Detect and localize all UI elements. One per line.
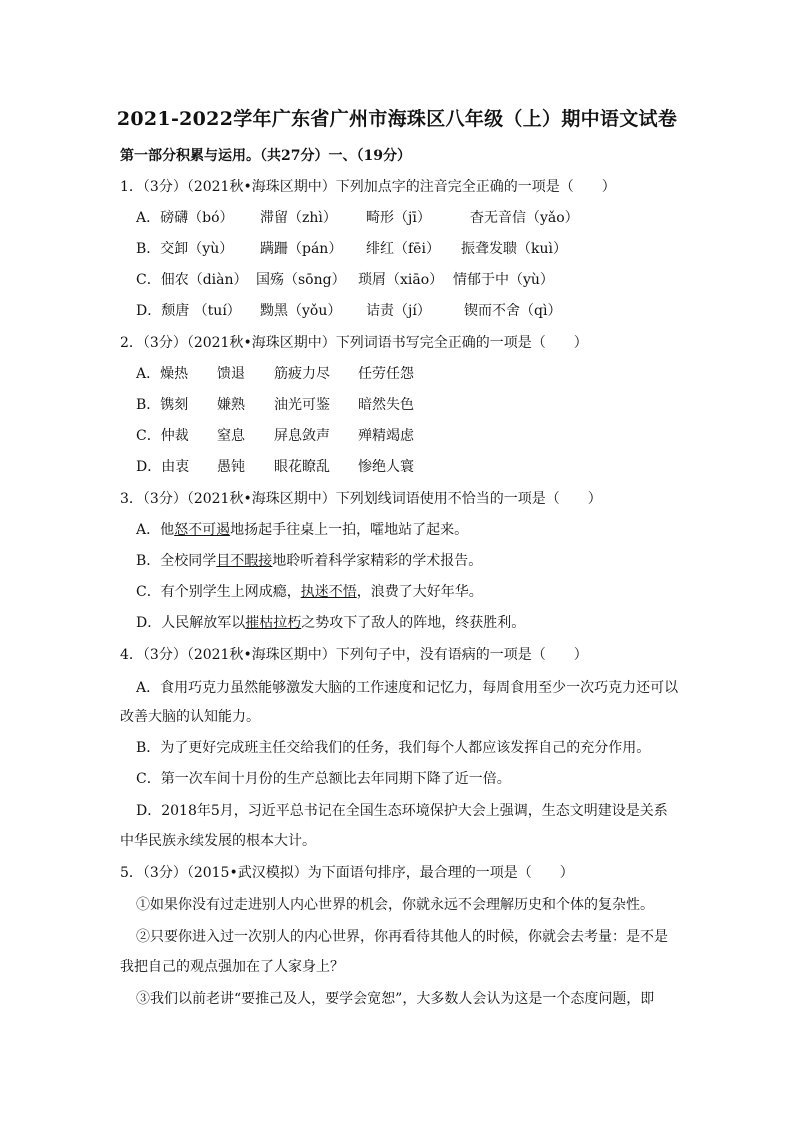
q1-b-word-3: 绯红（fēi） (366, 241, 440, 257)
q3-a-underlined: 怒不可遏 (174, 522, 231, 538)
q3-c-underlined: 执迷不悟 (300, 584, 357, 600)
q2-d-word-2: 愚钝 (217, 459, 245, 475)
q2-d-word-4: 惨绝人寰 (358, 459, 414, 475)
q5-sentence-2-line-2: 我把自己的观点强加在了人家身上？ (120, 959, 344, 975)
q3-a-post: 地扬起手往桌上一拍，嚯地站了起来。 (230, 522, 469, 538)
q1-d-word-1: D．颓唐 （tuí） (136, 303, 241, 319)
q3-option-b[interactable] (136, 550, 482, 570)
q5-sentence-1: ①如果你没有过走进别人内心世界的机会，你就永远不会理解历史和个体的复杂性。 (136, 897, 654, 913)
q1-d-word-4: 锲而不舍（qì） (464, 303, 562, 319)
q1-c-word-2: 国殇（sōng） (256, 272, 346, 288)
q1-a-word-4: 杳无音信（yǎo） (470, 210, 579, 226)
question-1-stem: 1．（3分）（2021秋•海珠区期中）下列加点字的注音完全正确的一项是（ ） (120, 179, 616, 195)
q1-c-word-1: C．佃农（diàn） (136, 272, 248, 288)
q1-b-word-1: B．交卸（yù） (136, 241, 234, 257)
q4-option-d-line-2: 中华民族永续发展的根本大计。 (120, 833, 316, 849)
q3-c-pre: C．有个别学生上网成瘾， (136, 584, 301, 600)
q1-b-word-4: 振聋发聩（kuì） (461, 241, 567, 257)
q3-option-d[interactable] (136, 612, 525, 632)
q2-d-word-3: 眼花瞭乱 (274, 459, 330, 475)
q1-a-word-1: A．磅礴（bó） (136, 210, 234, 226)
q1-d-word-2: 黝黑（yǒu） (260, 303, 342, 319)
q4-option-a-line-1[interactable]: A．食用巧克力虽然能够激发大脑的工作速度和记忆力，每周食用至少一次巧克力还可以 (136, 680, 679, 696)
q2-a-word-2: 馈退 (217, 366, 245, 382)
question-5-stem: 5．（3分）（2015•武汉模拟）为下面语句排序，最合理的一项是（ ） (120, 865, 574, 881)
q1-a-word-3: 畸形（jī） (366, 210, 431, 226)
q1-d-word-3: 诘责（jí） (366, 303, 431, 319)
q3-d-pre: D．人民解放军以 (136, 615, 246, 631)
q3-option-c[interactable] (136, 581, 483, 601)
q2-c-word-3: 屏息敛声 (274, 428, 330, 444)
q2-c-word-1: C．仲裁 (136, 428, 189, 444)
q4-option-d-line-1[interactable]: D．2018年5月，习近平总书记在全国生态环境保护大会上强调，生态文明建设是关系 (136, 803, 668, 819)
q2-a-word-3: 筋疲力尽 (274, 366, 330, 382)
q3-a-pre: A．他 (136, 522, 175, 538)
q3-c-post: ，浪费了大好年华。 (356, 584, 483, 600)
q3-d-underlined: 摧枯拉朽 (245, 615, 302, 631)
q2-d-word-1: D．由衷 (136, 459, 190, 475)
q2-b-word-2: 嫌熟 (217, 397, 245, 413)
q2-b-word-4: 暗然失色 (358, 397, 414, 413)
page-title: 2021-2022学年广东省广州市海珠区八年级（上）期中语文试卷 (116, 108, 678, 130)
q5-sentence-2-line-1: ②只要你进入过一次别人的内心世界，你再看待其他人的时候，你就会去考量：是不是 (136, 929, 668, 945)
q3-b-underlined: 目不暇接 (216, 553, 273, 569)
q2-a-word-4: 任劳任怨 (358, 366, 414, 382)
q3-d-post: 之势攻下了敌人的阵地，终获胜利。 (301, 615, 526, 631)
q4-option-a-line-2: 改善大脑的认知能力。 (120, 709, 260, 725)
q2-c-word-4: 殚精竭虑 (358, 428, 414, 444)
q1-c-word-3: 琐屑（xiāo） (358, 272, 444, 288)
q3-b-pre: B．全校同学 (136, 553, 217, 569)
q3-option-a[interactable] (136, 519, 468, 539)
q2-c-word-2: 窒息 (217, 428, 245, 444)
q3-b-post: 地聆听着科学家精彩的学术报告。 (272, 553, 483, 569)
q4-option-c[interactable]: C．第一次车间十月份的生产总额比去年同期下降了近一倍。 (136, 771, 511, 787)
q2-b-word-3: 油光可鉴 (274, 397, 330, 413)
question-4-stem: 4．（3分）（2021秋•海珠区期中）下列句子中，没有语病的一项是（ ） (120, 647, 588, 663)
question-2-stem: 2．（3分）（2021秋•海珠区期中）下列词语书写完全正确的一项是（ ） (120, 335, 588, 351)
q1-a-word-2: 滞留（zhì） (260, 210, 337, 226)
section-heading: 第一部分积累与运用。（共27分）一、（19分） (120, 148, 411, 164)
question-3-stem: 3．（3分）（2021秋•海珠区期中）下列划线词语使用不恰当的一项是（ ） (120, 491, 602, 507)
q1-c-word-4: 情郁于中（yù） (453, 272, 554, 288)
q5-sentence-3: ③我们以前老讲“要推己及人，要学会宽恕”，大多数人会认为这是一个态度问题，即 (136, 991, 655, 1007)
q1-b-word-2: 蹒跚（pán） (260, 241, 343, 257)
q2-a-word-1: A．燥热 (136, 366, 189, 382)
q2-b-word-1: B．镌刻 (136, 397, 189, 413)
q4-option-b[interactable]: B．为了更好完成班主任交给我们的任务，我们每个人都应该发挥自己的充分作用。 (136, 740, 651, 756)
